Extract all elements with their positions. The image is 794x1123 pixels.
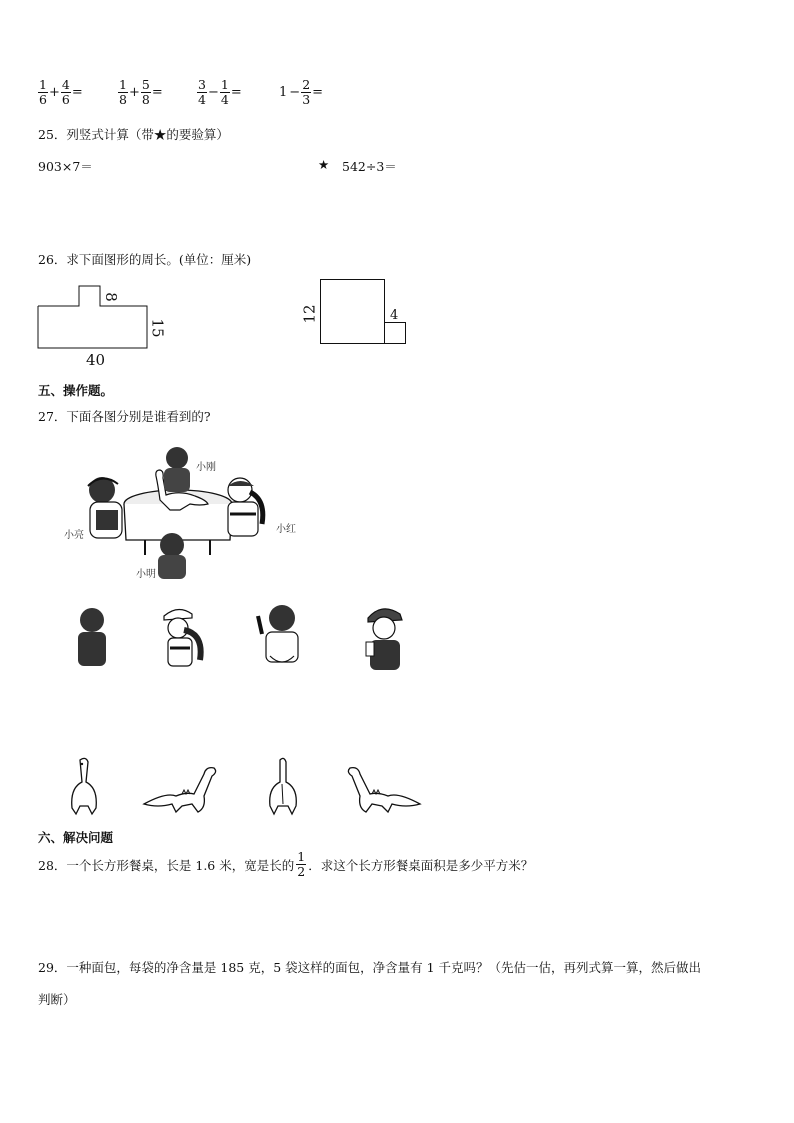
name-label-xiaogang: 小刚 bbox=[196, 462, 216, 473]
fraction: $\frac{5}{8}$ bbox=[141, 77, 150, 107]
view-option-dino-4 bbox=[342, 764, 422, 814]
shape-1-side-label: 15 bbox=[148, 318, 167, 338]
section-5-title: 五、操作题。 bbox=[38, 383, 114, 398]
q25-problem-1: 903×7＝ bbox=[38, 159, 93, 174]
expression-2: $\frac{1}{8}$ + $\frac{5}{8}$ = bbox=[119, 77, 163, 107]
star-icon: ★ bbox=[318, 157, 330, 172]
q25-title: 25．列竖式计算（带★的要验算） bbox=[38, 127, 229, 142]
expression-3: $\frac{3}{4}$ − $\frac{1}{4}$ = bbox=[198, 77, 242, 107]
q28-fraction: $\frac{1}{2}$ bbox=[297, 849, 306, 879]
fraction: $\frac{1}{8}$ bbox=[119, 77, 127, 107]
q28-text-before: 28．一个长方形餐桌，长是 1.6 米，宽是长的 bbox=[38, 857, 295, 873]
view-option-kid-2 bbox=[156, 604, 212, 668]
q28-text-after: ．求这个长方形餐桌面积是多少平方米？ bbox=[308, 857, 534, 873]
shape-2-outline bbox=[318, 276, 413, 348]
view-option-dino-2 bbox=[142, 764, 222, 814]
q27-title: 27．下面各图分别是谁看到的? bbox=[38, 409, 211, 424]
shape-2-left-label: 12 bbox=[300, 304, 319, 324]
fraction: $\frac{4}{6}$ bbox=[61, 77, 70, 107]
name-label-xiaoliang: 小亮 bbox=[64, 530, 84, 541]
q29-question-line-2: 判断） bbox=[38, 992, 76, 1007]
section-6-title: 六、解决问题 bbox=[38, 830, 114, 845]
fraction: $\frac{1}{4}$ bbox=[220, 77, 229, 107]
q25-problem-2: 542÷3＝ bbox=[342, 159, 397, 174]
shape-1-bottom-label: 40 bbox=[86, 351, 106, 369]
expression-4: 1 − $\frac{2}{3}$ = bbox=[279, 77, 324, 107]
fraction: $\frac{2}{3}$ bbox=[302, 77, 311, 107]
fraction: $\frac{1}{6}$ bbox=[39, 77, 47, 107]
name-label-xiaohong: 小红 bbox=[276, 524, 296, 535]
view-option-kid-4 bbox=[362, 604, 410, 672]
q29-question-line-1: 29．一种面包，每袋的净含量是 185 克，5 袋这样的面包，净含量有 1 千克吗？（先估一估，再列式算一算，然后做出 bbox=[38, 960, 702, 975]
view-option-kid-1 bbox=[72, 604, 112, 668]
shape-1-top-label: 8 bbox=[101, 292, 120, 302]
name-label-xiaoming: 小明 bbox=[136, 569, 156, 580]
shape-2-small-label: 4 bbox=[390, 308, 399, 323]
expression-1: $\frac{1}{6}$ + $\frac{4}{6}$ = bbox=[39, 77, 83, 107]
table-scene-illustration bbox=[60, 440, 310, 580]
q26-title: 26．求下面图形的周长。(单位：厘米) bbox=[38, 252, 252, 267]
view-option-dino-1 bbox=[64, 756, 104, 818]
q28-question bbox=[38, 850, 533, 879]
fraction: $\frac{3}{4}$ bbox=[198, 77, 206, 107]
view-option-dino-3 bbox=[262, 756, 304, 818]
view-option-kid-3 bbox=[254, 600, 310, 670]
